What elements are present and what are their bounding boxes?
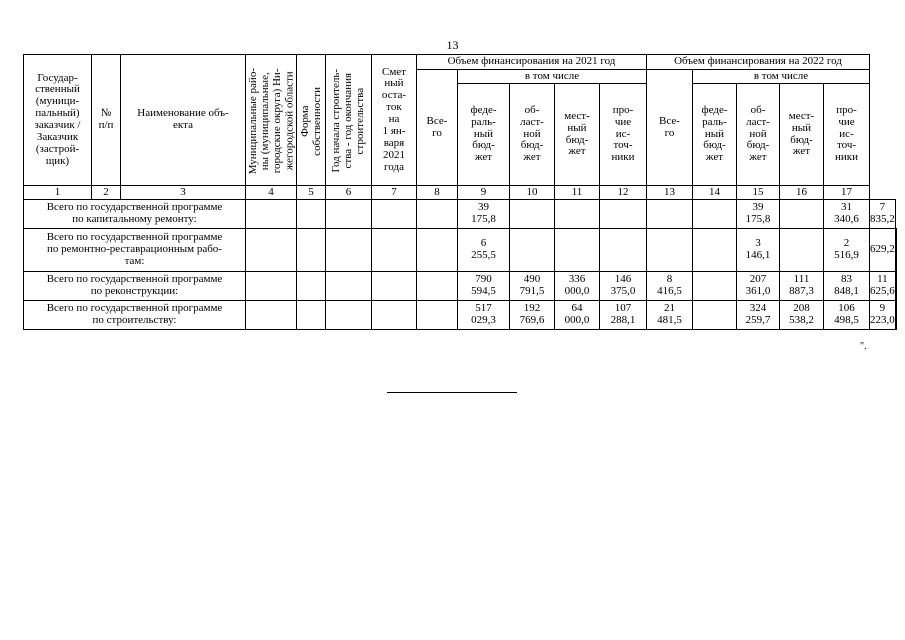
header-remaining: Смет ный оста- ток на 1 ян- варя 2021 года: [372, 55, 417, 186]
header-fin-2021: Объем финансирования на 2021 год: [417, 55, 647, 70]
row-label: Всего по государственной программе по реконструкции:: [24, 272, 246, 301]
table-cell: 3 146,1: [737, 229, 780, 272]
column-numbers-row: [24, 186, 897, 200]
table-cell: 39 175,8: [737, 200, 780, 229]
table-cell: [780, 229, 824, 272]
table-cell: 790 594,5: [458, 272, 510, 301]
table-cell: [780, 200, 824, 229]
table-cell: 106 498,5: [824, 301, 870, 330]
header-fin-2022: Объем финансирования на 2022 год: [647, 55, 870, 70]
table-cell: [326, 272, 372, 301]
table-cell: 11 625,6: [870, 272, 896, 301]
table-cell: [417, 200, 458, 229]
table-cell: 9 223,0: [870, 301, 896, 330]
table-cell: 31 340,6: [824, 200, 870, 229]
header-federal-2022: феде- раль- ный бюд- жет: [693, 84, 737, 186]
header-other-2022: про- чие ис- точ- ники: [824, 84, 870, 186]
header-regional-2022: об- ласт- ной бюд- жет: [737, 84, 780, 186]
table-row: [24, 272, 897, 301]
col-number: 3: [121, 186, 246, 200]
table-cell: 208 538,2: [780, 301, 824, 330]
financing-table: [23, 54, 897, 330]
col-number: 8: [417, 186, 458, 200]
row-label: Всего по государственной программе по строительству:: [24, 301, 246, 330]
table-cell: [895, 301, 896, 330]
header-total-2021: Все- го: [417, 70, 458, 186]
table-cell: [647, 200, 693, 229]
table-cell: [555, 200, 600, 229]
table-cell: [246, 200, 297, 229]
table-cell: 6 255,5: [458, 229, 510, 272]
header-including-2021: в том числе: [458, 70, 647, 84]
col-number: 7: [372, 186, 417, 200]
table-cell: [510, 200, 555, 229]
table-cell: [417, 229, 458, 272]
table-cell: [693, 301, 737, 330]
header-years-cell: [326, 55, 372, 186]
header-including-2022: в том числе: [693, 70, 870, 84]
col-number: 11: [555, 186, 600, 200]
page-number: 13: [446, 38, 459, 52]
header-total-2022: Все- го: [647, 70, 693, 186]
table-cell: [693, 229, 737, 272]
header-customer: Государ- ственный (муници- пальный) заказчик / Заказчик (застрой- щик): [24, 55, 92, 186]
col-number: 1: [24, 186, 92, 200]
table-cell: [372, 272, 417, 301]
table-cell: 336 000,0: [555, 272, 600, 301]
closing-quote-mark: ".: [860, 341, 867, 352]
col-number: 12: [600, 186, 647, 200]
header-local-2022: мест- ный бюд- жет: [780, 84, 824, 186]
table-cell: [555, 229, 600, 272]
table-cell: [297, 272, 326, 301]
row-label: Всего по государственной программе по ремонтно-реставрационным рабо- там:: [24, 229, 246, 272]
table-cell: [326, 200, 372, 229]
table-cell: 21 481,5: [647, 301, 693, 330]
header-years: Год начала строитель- ства - год окончания строительства: [330, 69, 367, 173]
col-number: 14: [693, 186, 737, 200]
table-row: [24, 200, 897, 229]
col-number: 2: [92, 186, 121, 200]
table-cell: [417, 301, 458, 330]
table-cell: 2 516,9: [824, 229, 870, 272]
header-local-2021: мест- ный бюд- жет: [555, 84, 600, 186]
table-cell: 39 175,8: [458, 200, 510, 229]
table-cell: 111 887,3: [780, 272, 824, 301]
table-cell: [600, 200, 647, 229]
col-number: 16: [780, 186, 824, 200]
col-number: 15: [737, 186, 780, 200]
row-label: Всего по государственной программе по капитальному ремонту:: [24, 200, 246, 229]
header-object-name: Наименование объ- екта: [121, 55, 246, 186]
table-cell: [372, 200, 417, 229]
table-row: [24, 229, 897, 272]
table-cell: [600, 229, 647, 272]
table-cell: [246, 272, 297, 301]
col-number: 17: [824, 186, 870, 200]
header-ownership-cell: [297, 55, 326, 186]
table-cell: 7 835,2: [870, 200, 896, 229]
col-number: 4: [246, 186, 297, 200]
table-cell: 83 848,1: [824, 272, 870, 301]
header-municipal-cell: [246, 55, 297, 186]
table-cell: [417, 272, 458, 301]
header-regional-2021: об- ласт- ной бюд- жет: [510, 84, 555, 186]
table-cell: 490 791,5: [510, 272, 555, 301]
col-number: 10: [510, 186, 555, 200]
table-cell: [895, 272, 896, 301]
header-num: № п/п: [92, 55, 121, 186]
table-cell: [297, 229, 326, 272]
table-cell: [647, 229, 693, 272]
table-cell: 146 375,0: [600, 272, 647, 301]
header-federal-2021: феде- раль- ный бюд- жет: [458, 84, 510, 186]
table-cell: 8 416,5: [647, 272, 693, 301]
table-cell: 324 259,7: [737, 301, 780, 330]
table-cell: [246, 229, 297, 272]
table-row: [24, 301, 897, 330]
table-cell: 517 029,3: [458, 301, 510, 330]
table-cell: [297, 200, 326, 229]
table-cell: 629,2: [870, 229, 896, 272]
table-cell: [693, 272, 737, 301]
table-cell: [895, 229, 896, 272]
table-cell: [372, 229, 417, 272]
table-cell: 207 361,0: [737, 272, 780, 301]
table-cell: [372, 301, 417, 330]
table-cell: [693, 200, 737, 229]
table-cell: [326, 229, 372, 272]
col-number: 6: [326, 186, 372, 200]
table-cell: [297, 301, 326, 330]
header-other-2021: про- чие ис- точ- ники: [600, 84, 647, 186]
table-cell: [510, 229, 555, 272]
table-cell: [326, 301, 372, 330]
col-number: 13: [647, 186, 693, 200]
table-cell: 64 000,0: [555, 301, 600, 330]
header-ownership: Форма собственности: [298, 86, 323, 156]
col-number: 9: [458, 186, 510, 200]
table-cell: 107 288,1: [600, 301, 647, 330]
separator-line: [387, 392, 517, 393]
header-municipal: Муниципальные райо- ны (муниципальные, городские округа) Ни- жегородской области: [246, 67, 296, 175]
col-number: 5: [297, 186, 326, 200]
table-cell: [246, 301, 297, 330]
table-cell: 192 769,6: [510, 301, 555, 330]
